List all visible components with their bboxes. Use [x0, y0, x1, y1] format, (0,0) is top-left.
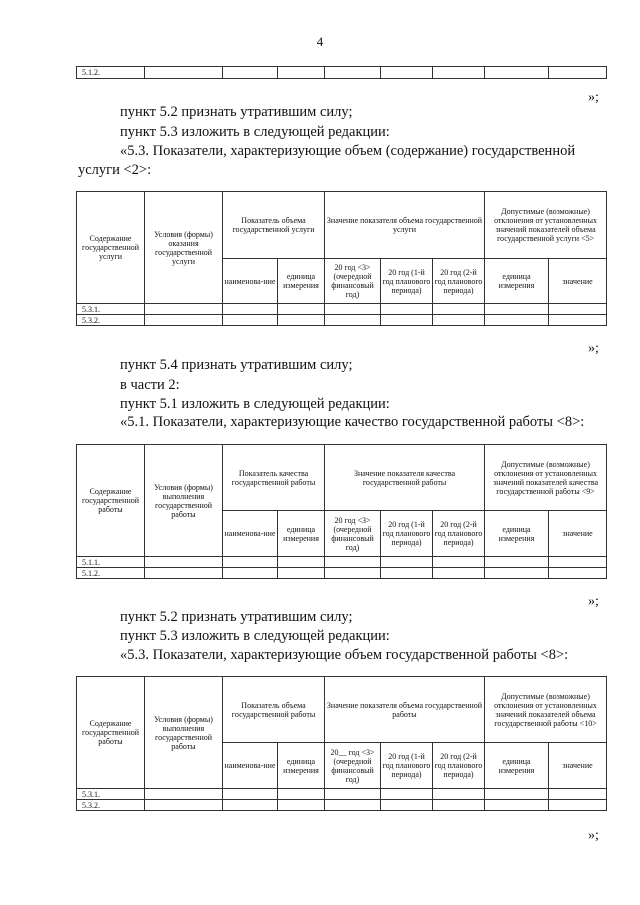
volume-service-table: [76, 191, 607, 326]
dev-value: значение: [549, 743, 607, 789]
year-3: 20 год (2-й год планового периода): [433, 259, 485, 304]
year-3: 20 год (2-й год планового периода): [433, 511, 485, 557]
dev-value: значение: [549, 511, 607, 557]
dev-unit: единица измерения: [485, 259, 549, 304]
col-indicator: Показатель объема государственной работы: [223, 677, 325, 743]
end-mark: »;: [588, 341, 599, 356]
paragraph: пункт 5.4 признать утратившим силу;: [120, 357, 353, 373]
sub-name: наименова-ние: [223, 259, 278, 304]
dev-unit: единица измерения: [485, 743, 549, 789]
paragraph: пункт 5.3 изложить в следующей редакции:: [120, 628, 390, 644]
row-number: 5.1.2.: [77, 67, 145, 79]
paragraph: в части 2:: [120, 377, 180, 393]
year-1: 20 год <3> (очередной финансовый год): [325, 511, 381, 557]
year-2: 20 год (1-й год планового периода): [381, 259, 433, 304]
end-mark: »;: [588, 90, 599, 105]
row-number: 5.3.1.: [77, 304, 145, 315]
col-content: Содержание государственной работы: [77, 445, 145, 557]
col-value: Значение показателя объема государственной работы: [325, 677, 485, 743]
continuation-table: [76, 66, 607, 79]
section-heading: «5.1. Показатели, характеризующие качество государственной работы <8>:: [120, 414, 585, 430]
year-2: 20 год (1-й год планового периода): [381, 511, 433, 557]
section-heading: «5.3. Показатели, характеризующие объем (содержание) государственной: [120, 143, 576, 159]
row-number: 5.1.2.: [77, 568, 145, 579]
quality-work-table: [76, 444, 607, 579]
col-content: Содержание государственной услуги: [77, 192, 145, 304]
row-number: 5.3.2.: [77, 800, 145, 811]
year-1: 20 год <3> (очередной финансовый год): [325, 259, 381, 304]
section-heading: «5.3. Показатели, характеризующие объем государственной работы <8>:: [120, 647, 569, 663]
volume-work-table: [76, 676, 607, 811]
end-mark: »;: [588, 828, 599, 843]
section-heading-cont: услуги <2>:: [78, 162, 152, 178]
year-1: 20__ год <3> (очередной финансовый год): [325, 743, 381, 789]
sub-name: наименова-ние: [223, 511, 278, 557]
year-3: 20 год (2-й год планового периода): [433, 743, 485, 789]
sub-name: наименова-ние: [223, 743, 278, 789]
sub-unit: единица измерения: [278, 259, 325, 304]
col-deviation: Допустимые (возможные) отклонения от установленных значений показателей объема государственной услуги <5>: [485, 192, 607, 259]
row-number: 5.3.2.: [77, 315, 145, 326]
paragraph: пункт 5.2 признать утратившим силу;: [120, 104, 353, 120]
page-number: 4: [316, 34, 324, 49]
col-conditions: Условия (формы) выполнения государственной работы: [145, 445, 223, 557]
year-2: 20 год (1-й год планового периода): [381, 743, 433, 789]
end-mark: »;: [588, 594, 599, 609]
col-conditions: Условия (формы) оказания государственной услуги: [145, 192, 223, 304]
paragraph: пункт 5.1 изложить в следующей редакции:: [120, 396, 390, 412]
col-deviation: Допустимые (возможные) отклонения от установленных значений показателей объема государственной работы <10>: [485, 677, 607, 743]
row-number: 5.1.1.: [77, 557, 145, 568]
paragraph: пункт 5.3 изложить в следующей редакции:: [120, 124, 390, 140]
row-number: 5.3.1.: [77, 789, 145, 800]
col-indicator: Показатель качества государственной работы: [223, 445, 325, 511]
col-value: Значение показателя объема государственной услуги: [325, 192, 485, 259]
paragraph: пункт 5.2 признать утратившим силу;: [120, 609, 353, 625]
col-deviation: Допустимые (возможные) отклонения от установленных значений показателей качества государственной работы <9>: [485, 445, 607, 511]
col-indicator: Показатель объема государственной услуги: [223, 192, 325, 259]
dev-value: значение: [549, 259, 607, 304]
dev-unit: единица измерения: [485, 511, 549, 557]
col-value: Значение показателя качества государственной работы: [325, 445, 485, 511]
sub-unit: единица измерения: [278, 743, 325, 789]
sub-unit: единица измерения: [278, 511, 325, 557]
col-conditions: Условия (формы) выполнения государственной работы: [145, 677, 223, 789]
col-content: Содержание государственной работы: [77, 677, 145, 789]
